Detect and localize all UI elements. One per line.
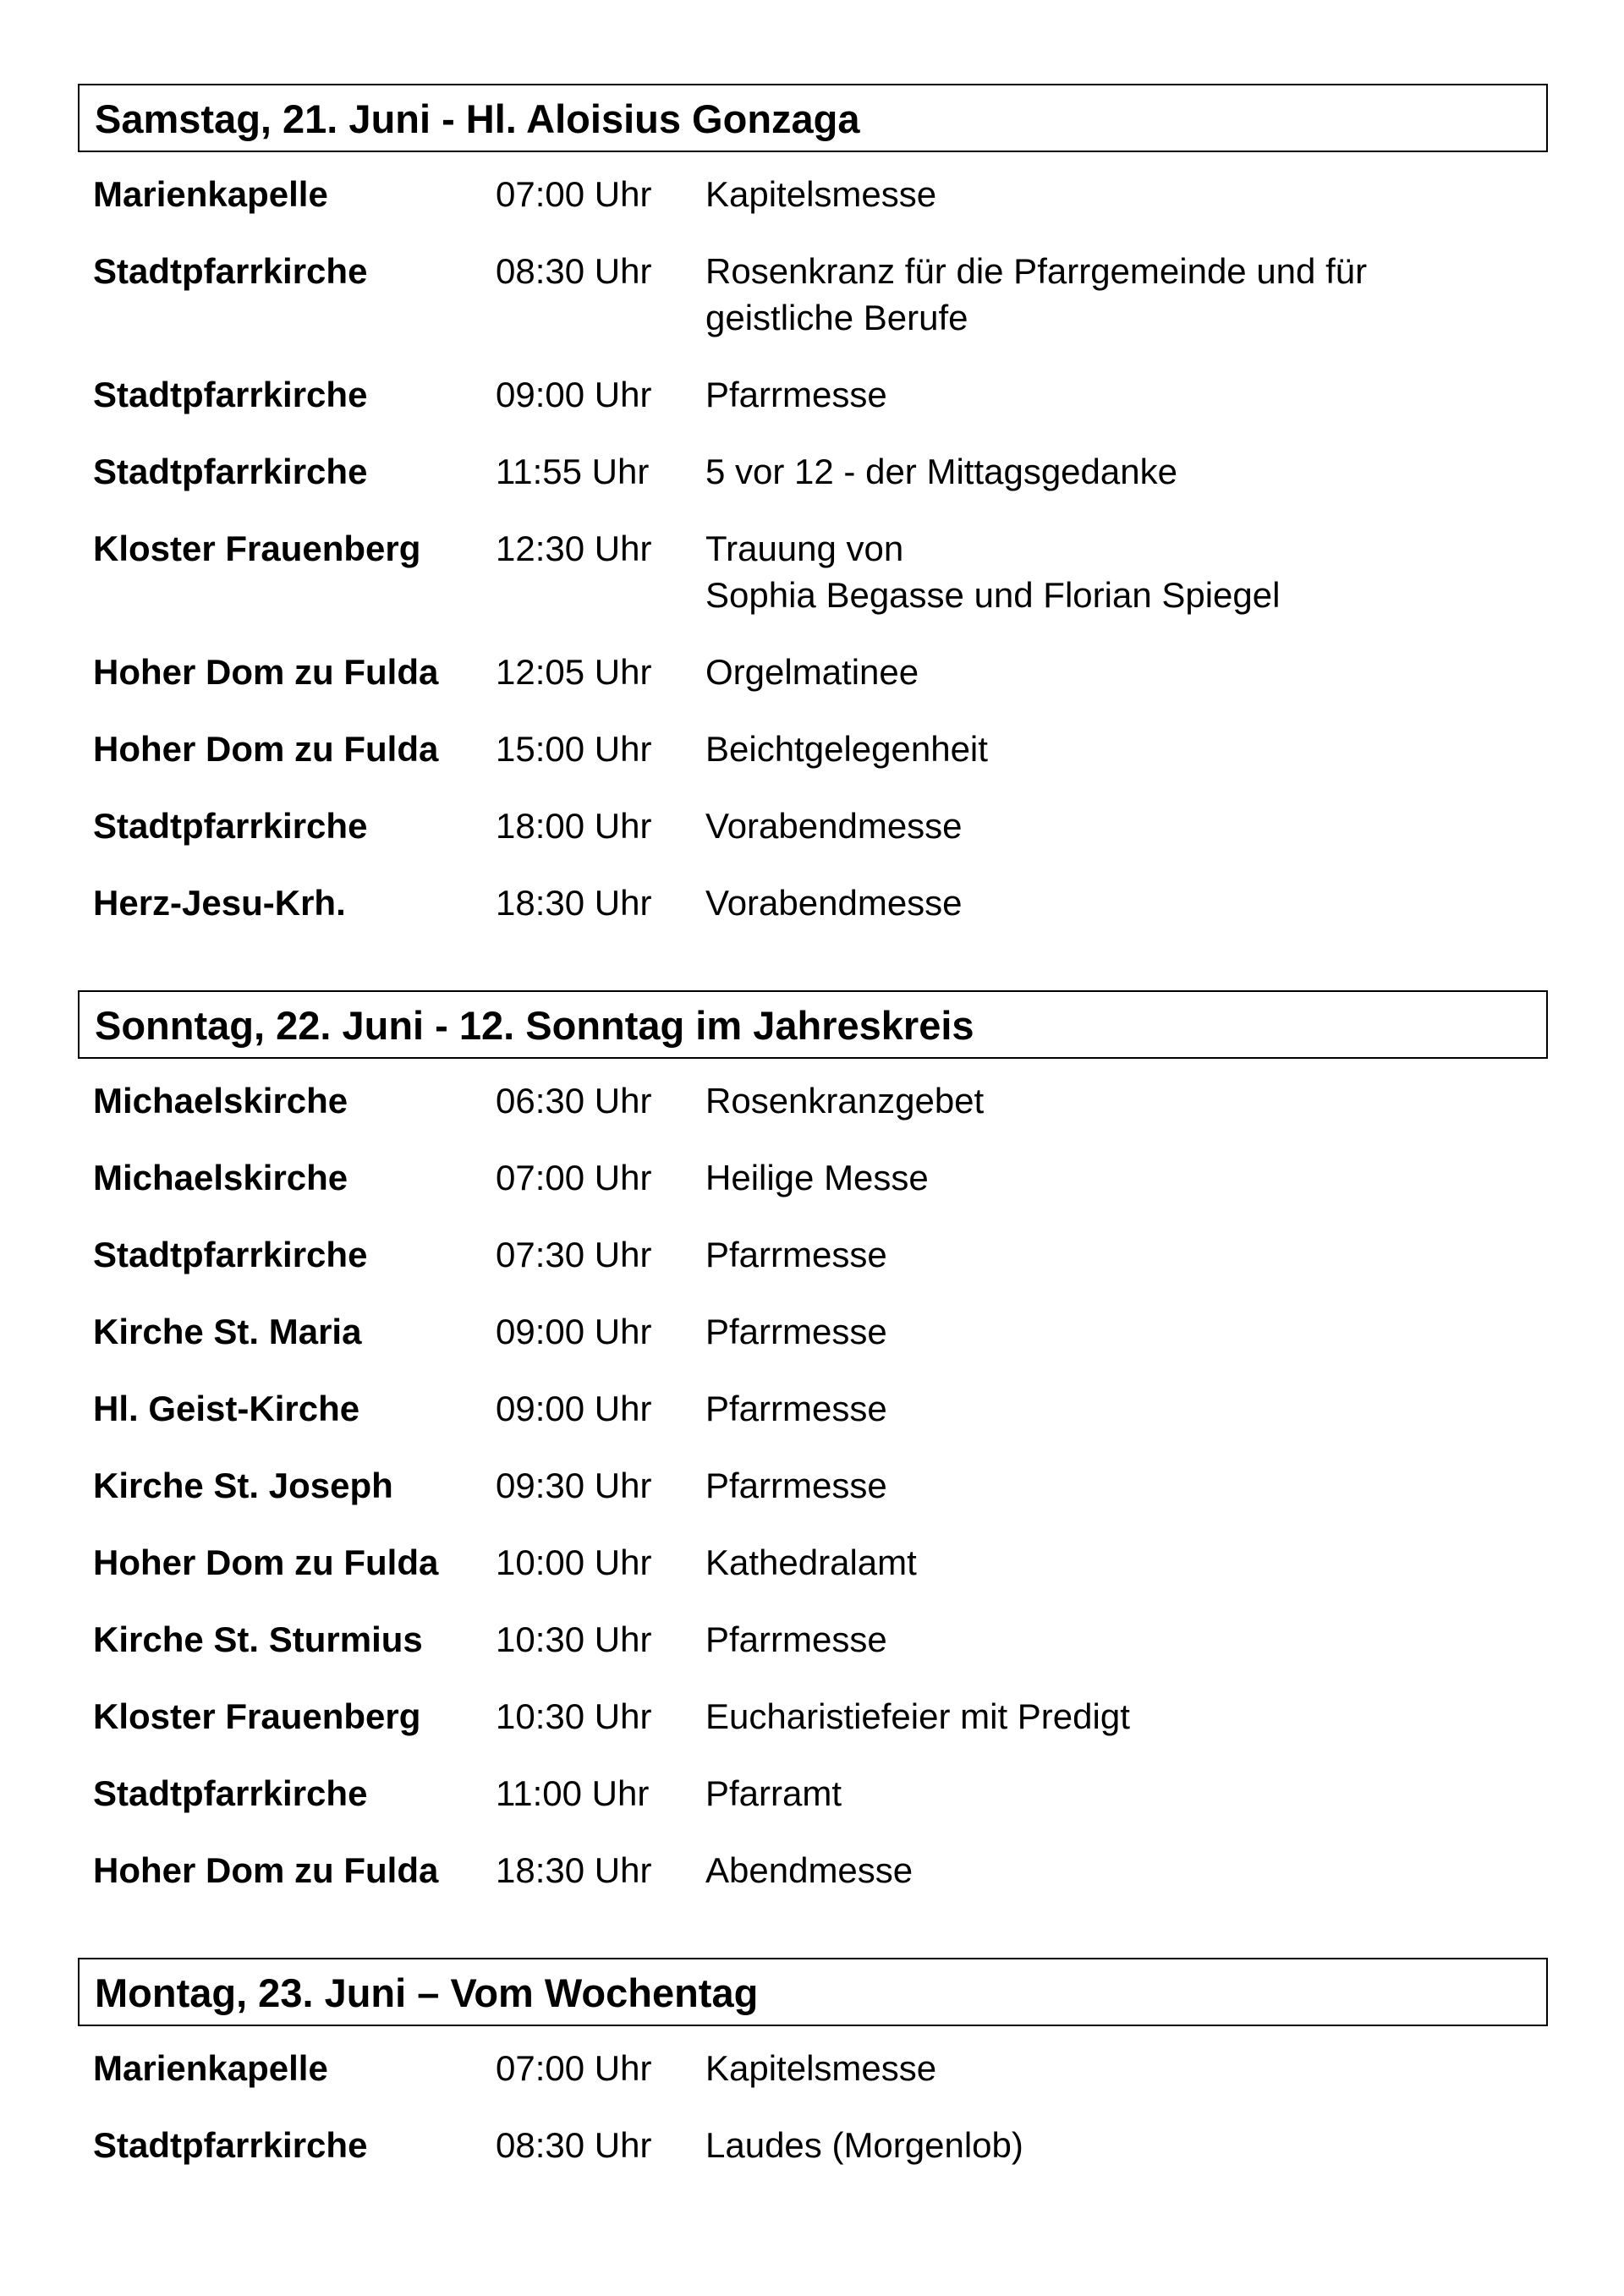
entry-event-line: Heilige Messe (705, 1158, 929, 1197)
entry-row (78, 1462, 1548, 1539)
schedule-page (78, 84, 1548, 2233)
entry-place: Marienkapelle (93, 174, 328, 214)
entry-time: 09:30 Uhr (496, 1466, 652, 1505)
entry-event (705, 1077, 1548, 1124)
day-section (78, 1958, 1548, 2199)
entry-event (705, 2045, 1548, 2091)
entry-event (705, 726, 1548, 772)
entry-event-line: Kathedralamt (705, 1543, 917, 1582)
entry-event-line: Pfarrmesse (705, 375, 887, 414)
entry-row (78, 371, 1548, 448)
entry-time: 09:00 Uhr (496, 1389, 652, 1428)
entry-event-line: Kapitelsmesse (705, 174, 937, 214)
entry-row (78, 248, 1548, 371)
entry-time: 10:00 Uhr (496, 1543, 652, 1582)
entry-event (705, 649, 1548, 695)
entry-event-line: Eucharistiefeier mit Predigt (705, 1696, 1130, 1736)
entry-place: Stadtpfarrkirche (93, 1773, 368, 1813)
entry-event-line: Vorabendmesse (705, 806, 963, 846)
entry-row (78, 1154, 1548, 1231)
entry-row (78, 2122, 1548, 2199)
entry-event-line: 5 vor 12 - der Mittagsgedanke (705, 452, 1177, 491)
entry-event-line: Sophia Begasse und Florian Spiegel (705, 575, 1281, 615)
entry-place: Hoher Dom zu Fulda (93, 729, 439, 769)
entry-event (705, 2122, 1548, 2168)
entry-time: 18:00 Uhr (496, 806, 652, 846)
entry-event (705, 1308, 1548, 1355)
entry-place: Stadtpfarrkirche (93, 251, 368, 291)
entry-list (78, 1059, 1548, 1924)
entry-event-line: Pfarramt (705, 1773, 842, 1813)
entry-time: 11:00 Uhr (496, 1773, 650, 1813)
entry-time: 07:00 Uhr (496, 174, 652, 214)
entry-event (705, 1770, 1548, 1817)
day-header: Samstag, 21. Juni - Hl. Aloisius Gonzaga (78, 84, 1548, 152)
entry-list (78, 152, 1548, 956)
entry-place: Kirche St. Sturmius (93, 1619, 423, 1659)
entry-row (78, 525, 1548, 649)
entry-list (78, 2026, 1548, 2199)
entry-time: 15:00 Uhr (496, 729, 652, 769)
entry-event (705, 1616, 1548, 1663)
day-header: Sonntag, 22. Juni - 12. Sonntag im Jahreskreis (78, 990, 1548, 1059)
entry-time: 18:30 Uhr (496, 1850, 652, 1890)
entry-event-line: Beichtgelegenheit (705, 729, 988, 769)
entry-event (705, 1231, 1548, 1278)
entry-time: 07:00 Uhr (496, 2048, 652, 2088)
entry-place: Hl. Geist-Kirche (93, 1389, 360, 1428)
entry-event-line: Orgelmatinee (705, 652, 919, 692)
entry-event-line: Pfarrmesse (705, 1619, 887, 1659)
entry-time: 08:30 Uhr (496, 251, 652, 291)
entry-row (78, 171, 1548, 248)
entry-event (705, 803, 1548, 849)
entry-place: Michaelskirche (93, 1158, 348, 1197)
entry-time: 07:00 Uhr (496, 1158, 652, 1197)
entry-event-line: Vorabendmesse (705, 883, 963, 923)
entry-time: 06:30 Uhr (496, 1081, 652, 1121)
entry-row (78, 1770, 1548, 1847)
entry-event (705, 371, 1548, 418)
entry-place: Stadtpfarrkirche (93, 452, 368, 491)
entry-event (705, 525, 1548, 618)
entry-place: Stadtpfarrkirche (93, 1235, 368, 1274)
entry-row (78, 1847, 1548, 1924)
entry-event-line: Pfarrmesse (705, 1312, 887, 1351)
entry-row (78, 2045, 1548, 2122)
entry-event-line: Laudes (Morgenlob) (705, 2125, 1023, 2165)
entry-place: Hoher Dom zu Fulda (93, 652, 439, 692)
entry-event-line: Rosenkranzgebet (705, 1081, 985, 1121)
entry-time: 09:00 Uhr (496, 375, 652, 414)
entry-row (78, 649, 1548, 726)
entry-event-line: Pfarrmesse (705, 1235, 887, 1274)
entry-place: Kloster Frauenberg (93, 529, 421, 568)
entry-row (78, 1385, 1548, 1462)
entry-place: Hoher Dom zu Fulda (93, 1543, 439, 1582)
entry-row (78, 448, 1548, 525)
entry-event-line: Kapitelsmesse (705, 2048, 937, 2088)
entry-time: 11:55 Uhr (496, 452, 650, 491)
entry-event-line: Pfarrmesse (705, 1466, 887, 1505)
entry-event-line: Abendmesse (705, 1850, 914, 1890)
entry-time: 12:30 Uhr (496, 529, 652, 568)
entry-event-line: Rosenkranz für die Pfarrgemeinde und für (705, 251, 1368, 291)
entry-place: Stadtpfarrkirche (93, 806, 368, 846)
entry-row (78, 1308, 1548, 1385)
entry-event (705, 1462, 1548, 1509)
entry-time: 09:00 Uhr (496, 1312, 652, 1351)
entry-place: Hoher Dom zu Fulda (93, 1850, 439, 1890)
entry-event (705, 171, 1548, 217)
entry-row (78, 1231, 1548, 1308)
entry-place: Kloster Frauenberg (93, 1696, 421, 1736)
entry-time: 10:30 Uhr (496, 1696, 652, 1736)
entry-time: 08:30 Uhr (496, 2125, 652, 2165)
entry-time: 07:30 Uhr (496, 1235, 652, 1274)
entry-event-line: Trauung von (705, 529, 904, 568)
entry-event-line: Pfarrmesse (705, 1389, 887, 1428)
entry-place: Kirche St. Maria (93, 1312, 362, 1351)
day-section (78, 990, 1548, 1924)
entry-place: Michaelskirche (93, 1081, 348, 1121)
entry-event (705, 1847, 1548, 1893)
entry-row (78, 1077, 1548, 1154)
entry-event (705, 1154, 1548, 1201)
entry-row (78, 879, 1548, 956)
entry-place: Marienkapelle (93, 2048, 328, 2088)
entry-row (78, 1616, 1548, 1693)
entry-event (705, 879, 1548, 926)
entry-time: 18:30 Uhr (496, 883, 652, 923)
entry-event (705, 1693, 1548, 1740)
day-header: Montag, 23. Juni – Vom Wochentag (78, 1958, 1548, 2026)
entry-event-line: geistliche Berufe (705, 298, 968, 337)
entry-event (705, 248, 1548, 341)
day-section (78, 84, 1548, 956)
entry-place: Kirche St. Joseph (93, 1466, 393, 1505)
entry-place: Stadtpfarrkirche (93, 2125, 368, 2165)
entry-row (78, 726, 1548, 803)
entry-event (705, 1385, 1548, 1432)
entry-event (705, 448, 1548, 495)
entry-place: Herz-Jesu-Krh. (93, 883, 346, 923)
entry-event (705, 1539, 1548, 1586)
entry-row (78, 1539, 1548, 1616)
entry-row (78, 803, 1548, 879)
entry-place: Stadtpfarrkirche (93, 375, 368, 414)
entry-time: 12:05 Uhr (496, 652, 652, 692)
entry-row (78, 1693, 1548, 1770)
entry-time: 10:30 Uhr (496, 1619, 652, 1659)
